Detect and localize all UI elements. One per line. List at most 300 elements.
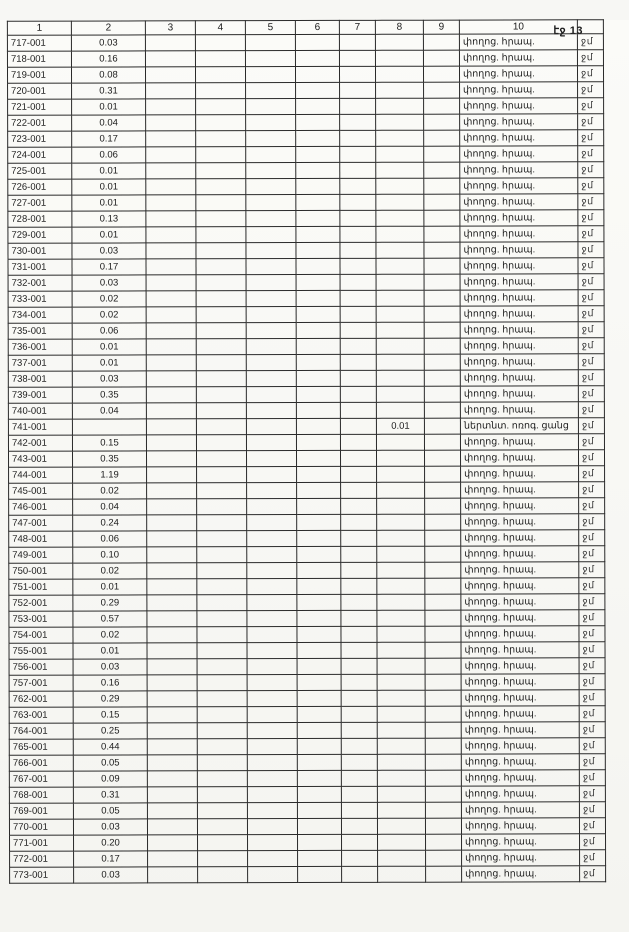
cell-col10: փողոց. հրապ. — [461, 626, 579, 642]
cell-col2: 0.17 — [72, 131, 146, 147]
cell-col2: 0.03 — [72, 371, 146, 387]
cell-col2: 0.16 — [71, 51, 145, 67]
cell-col3 — [146, 131, 196, 147]
cell-col2: 0.01 — [72, 179, 146, 195]
cell-col9 — [426, 834, 462, 850]
cell-col5 — [247, 723, 297, 739]
cell-col10: փողոց. հրապ. — [461, 658, 579, 674]
table-row — [8, 146, 604, 164]
cell-col8 — [377, 706, 425, 722]
cell-col10: փողոց. հրապ. — [461, 642, 579, 658]
cell-col8 — [376, 226, 424, 242]
cell-col4 — [197, 499, 247, 515]
cell-col3 — [147, 739, 197, 755]
cell-col9 — [425, 482, 461, 498]
margin-note: ջմ — [579, 498, 605, 514]
cell-col9 — [425, 466, 461, 482]
cell-col2: 0.02 — [73, 563, 147, 579]
cell-col4 — [196, 83, 246, 99]
cell-col7 — [342, 850, 378, 866]
cell-col9 — [425, 658, 461, 674]
cell-col1: 739-001 — [8, 387, 72, 403]
cell-col4 — [197, 739, 247, 755]
column-header-7: 7 — [339, 20, 375, 34]
cell-col10: փողոց. հրապ. — [459, 34, 577, 50]
cell-col5 — [245, 51, 295, 67]
table-row — [8, 82, 604, 100]
cell-col6 — [296, 402, 340, 418]
cell-col8 — [376, 98, 424, 114]
cell-col5 — [247, 563, 297, 579]
margin-note: ջմ — [578, 178, 604, 194]
table-row — [9, 786, 605, 804]
cell-col6 — [296, 226, 340, 242]
cell-col5 — [248, 835, 298, 851]
table-row — [9, 562, 605, 580]
cell-col6 — [297, 738, 341, 754]
margin-note: ջմ — [578, 306, 604, 322]
cell-col8 — [376, 210, 424, 226]
margin-note: ջմ — [579, 594, 605, 610]
cell-col5 — [246, 195, 296, 211]
cell-col9 — [424, 178, 460, 194]
cell-col1: 723-001 — [8, 131, 72, 147]
cell-col1: 773-001 — [10, 867, 74, 883]
cell-col3 — [145, 51, 195, 67]
margin-note: ջմ — [578, 162, 604, 178]
table-row — [9, 738, 605, 756]
cell-col5 — [247, 595, 297, 611]
cell-col9 — [425, 626, 461, 642]
cell-col4 — [197, 803, 247, 819]
table-row — [9, 722, 605, 740]
cell-col3 — [147, 659, 197, 675]
cell-col9 — [425, 786, 461, 802]
cell-col7 — [341, 642, 377, 658]
cell-col7 — [340, 274, 376, 290]
cell-col1: 738-001 — [8, 371, 72, 387]
cell-col1: 726-001 — [8, 179, 72, 195]
cell-col6 — [296, 130, 340, 146]
cell-col3 — [147, 675, 197, 691]
table-row — [9, 578, 605, 596]
cell-col8 — [376, 178, 424, 194]
cell-col4 — [197, 787, 247, 803]
table-row — [9, 546, 605, 564]
cell-col8 — [376, 130, 424, 146]
table-row — [9, 594, 605, 612]
cell-col1: 764-001 — [9, 723, 73, 739]
cell-col2: 0.05 — [73, 755, 147, 771]
cell-col2: 0.20 — [74, 835, 148, 851]
cell-col8 — [377, 754, 425, 770]
cell-col3 — [146, 147, 196, 163]
column-header-6: 6 — [295, 20, 339, 34]
margin-note: ջմ — [579, 546, 605, 562]
cell-col4 — [196, 371, 246, 387]
cell-col5 — [247, 739, 297, 755]
margin-note: ջմ — [578, 402, 604, 418]
cell-col7 — [340, 450, 376, 466]
cell-col1: 718-001 — [7, 51, 71, 67]
cell-col1: 767-001 — [9, 771, 73, 787]
cell-col5 — [247, 643, 297, 659]
cell-col9 — [424, 418, 460, 434]
cell-col1: 744-001 — [9, 467, 73, 483]
table-row — [9, 658, 605, 676]
cell-col4 — [197, 691, 247, 707]
cell-col3 — [146, 275, 196, 291]
cell-col4 — [197, 819, 247, 835]
table-row — [9, 498, 605, 516]
cell-col9 — [424, 194, 460, 210]
cell-col4 — [196, 131, 246, 147]
cell-col6 — [295, 50, 339, 66]
cell-col3 — [146, 195, 196, 211]
cell-col9 — [424, 402, 460, 418]
margin-note: ջմ — [578, 354, 604, 370]
cell-col3 — [147, 579, 197, 595]
cell-col8 — [378, 866, 426, 882]
cell-col9 — [424, 226, 460, 242]
column-header-1: 1 — [7, 21, 71, 35]
cell-col9 — [424, 338, 460, 354]
scanned-page — [0, 20, 629, 932]
cell-col3 — [146, 419, 196, 435]
cell-col1: 747-001 — [9, 515, 73, 531]
cell-col8 — [376, 258, 424, 274]
cell-col10: փողոց. հրապ. — [461, 498, 579, 514]
cell-col7 — [340, 98, 376, 114]
cell-col9 — [425, 738, 461, 754]
cell-col10: փողոց. հրապ. — [460, 210, 578, 226]
cell-col5 — [248, 851, 298, 867]
cell-col4 — [197, 707, 247, 723]
cell-col6 — [296, 338, 340, 354]
margin-note: ջմ — [578, 338, 604, 354]
cell-col1: 734-001 — [8, 307, 72, 323]
table-row — [8, 130, 604, 148]
cell-col2: 0.03 — [72, 243, 146, 259]
cell-col1: 725-001 — [8, 163, 72, 179]
cell-col6 — [297, 562, 341, 578]
table-row — [9, 626, 605, 644]
cell-col5 — [247, 675, 297, 691]
cell-col6 — [296, 274, 340, 290]
cell-col4 — [197, 675, 247, 691]
cell-col9 — [424, 162, 460, 178]
cell-col3 — [147, 627, 197, 643]
cell-col3 — [146, 323, 196, 339]
cell-col2: 0.35 — [72, 451, 146, 467]
cell-col6 — [297, 482, 341, 498]
cell-col8 — [377, 674, 425, 690]
cell-col8 — [377, 498, 425, 514]
cell-col1: 772-001 — [10, 851, 74, 867]
cell-col3 — [146, 307, 196, 323]
cell-col4 — [197, 563, 247, 579]
cell-col2: 0.17 — [74, 851, 148, 867]
cell-col6 — [296, 194, 340, 210]
cell-col10: ներտնտ. ոռոգ. ցանց — [460, 418, 578, 434]
cell-col1: 730-001 — [8, 243, 72, 259]
cell-col6 — [296, 322, 340, 338]
cell-col8 — [376, 242, 424, 258]
cell-col6 — [297, 626, 341, 642]
cell-col5 — [246, 163, 296, 179]
cell-col7 — [340, 194, 376, 210]
cell-col3 — [146, 83, 196, 99]
cell-col5 — [246, 275, 296, 291]
margin-note: ջմ — [579, 514, 605, 530]
margin-note: ջմ — [579, 466, 605, 482]
cell-col1: 722-001 — [8, 115, 72, 131]
cell-col8 — [378, 834, 426, 850]
cell-col4 — [198, 867, 248, 883]
cell-col6 — [296, 370, 340, 386]
cell-col10: փողոց. հրապ. — [460, 354, 578, 370]
cell-col1: 743-001 — [8, 451, 72, 467]
cell-col4 — [197, 771, 247, 787]
column-header-8: 8 — [375, 20, 423, 34]
cell-col7 — [341, 738, 377, 754]
margin-note: ջմ — [578, 274, 604, 290]
cell-col10: փողոց. հրապ. — [461, 610, 579, 626]
cell-col9 — [424, 114, 460, 130]
cell-col10: փողոց. հրապ. — [461, 786, 579, 802]
cell-col9 — [424, 306, 460, 322]
margin-note: ջմ — [578, 114, 604, 130]
cell-col3 — [145, 35, 195, 51]
table-row — [9, 706, 605, 724]
cell-col10: փողոց. հրապ. — [460, 370, 578, 386]
cell-col8 — [376, 114, 424, 130]
cell-col6 — [297, 754, 341, 770]
cell-col2: 0.31 — [73, 787, 147, 803]
cell-col3 — [147, 819, 197, 835]
cell-col10: փողոց. հրապ. — [460, 402, 578, 418]
margin-note: ջմ — [580, 834, 606, 850]
cell-col10: փողոց. հրապ. — [462, 850, 580, 866]
cell-col10: փողոց. հրապ. — [461, 802, 579, 818]
cell-col8 — [377, 514, 425, 530]
cell-col9 — [424, 386, 460, 402]
cell-col10: փողոց. հրապ. — [460, 434, 578, 450]
cell-col9 — [424, 450, 460, 466]
cell-col10: փողոց. հրապ. — [461, 738, 579, 754]
cell-col2: 0.02 — [73, 483, 147, 499]
cell-col6 — [297, 514, 341, 530]
cell-col6 — [297, 690, 341, 706]
cell-col8 — [377, 770, 425, 786]
table-row — [8, 274, 604, 292]
cell-col9 — [425, 722, 461, 738]
cell-col5 — [246, 99, 296, 115]
cell-col3 — [147, 595, 197, 611]
cell-col5 — [247, 483, 297, 499]
cell-col3 — [147, 755, 197, 771]
table-row — [8, 290, 604, 308]
cell-col4 — [196, 227, 246, 243]
cell-col3 — [147, 771, 197, 787]
cell-col6 — [297, 658, 341, 674]
table-row — [9, 770, 605, 788]
cell-col3 — [147, 803, 197, 819]
cell-col2: 0.31 — [72, 83, 146, 99]
cell-col8 — [376, 386, 424, 402]
cell-col5 — [245, 67, 295, 83]
cell-col4 — [197, 755, 247, 771]
table-row — [9, 754, 605, 772]
cell-col6 — [297, 818, 341, 834]
cell-col6 — [297, 786, 341, 802]
cell-col8 — [377, 802, 425, 818]
cell-col7 — [341, 818, 377, 834]
cell-col10: փողոց. հրապ. — [462, 834, 580, 850]
cell-col9 — [426, 866, 462, 882]
cell-col4 — [196, 275, 246, 291]
cell-col1: 724-001 — [8, 147, 72, 163]
cell-col7 — [341, 530, 377, 546]
table-row — [8, 306, 604, 324]
margin-note: ջմ — [578, 226, 604, 242]
cell-col5 — [246, 291, 296, 307]
cell-col5 — [246, 371, 296, 387]
cell-col4 — [197, 467, 247, 483]
column-header-2: 2 — [71, 21, 145, 35]
cell-col9 — [424, 274, 460, 290]
cell-col1: 732-001 — [8, 275, 72, 291]
cell-col6 — [296, 354, 340, 370]
cell-col5 — [247, 659, 297, 675]
cell-col9 — [425, 674, 461, 690]
cell-col5 — [247, 819, 297, 835]
cell-col6 — [295, 34, 339, 50]
cell-col1: 751-001 — [9, 579, 73, 595]
cell-col4 — [196, 387, 246, 403]
cell-col8 — [376, 146, 424, 162]
cell-col5 — [246, 83, 296, 99]
cell-col3 — [147, 467, 197, 483]
cell-col2: 0.01 — [73, 643, 147, 659]
cell-col5 — [246, 403, 296, 419]
table-row — [9, 530, 605, 548]
cell-col3 — [146, 355, 196, 371]
table-row — [9, 818, 605, 836]
cell-col2: 0.01 — [72, 339, 146, 355]
cell-col5 — [246, 307, 296, 323]
table-row — [8, 226, 604, 244]
cell-col3 — [146, 179, 196, 195]
cell-col8 — [377, 562, 425, 578]
cell-col5 — [247, 707, 297, 723]
cell-col8 — [376, 402, 424, 418]
margin-note: ջմ — [579, 482, 605, 498]
cell-col6 — [297, 802, 341, 818]
cell-col7 — [339, 34, 375, 50]
cell-col1: 757-001 — [9, 675, 73, 691]
cell-col10: փողոց. հրապ. — [461, 594, 579, 610]
cell-col7 — [341, 674, 377, 690]
cell-col4 — [196, 435, 246, 451]
cell-col10: փողոց. հրապ. — [460, 306, 578, 322]
cell-col9 — [424, 354, 460, 370]
cell-col9 — [425, 578, 461, 594]
cell-col3 — [147, 787, 197, 803]
cell-col4 — [196, 323, 246, 339]
table-row — [9, 690, 605, 708]
margin-note: ջմ — [579, 690, 605, 706]
cell-col4 — [196, 307, 246, 323]
cell-col4 — [196, 291, 246, 307]
cell-col3 — [147, 643, 197, 659]
cell-col7 — [341, 786, 377, 802]
cell-col4 — [197, 515, 247, 531]
margin-note: ջմ — [578, 290, 604, 306]
table-row — [8, 194, 604, 212]
cell-col5 — [245, 35, 295, 51]
cell-col5 — [247, 771, 297, 787]
cell-col7 — [341, 690, 377, 706]
cell-col1: 765-001 — [9, 739, 73, 755]
cell-col6 — [297, 466, 341, 482]
cell-col3 — [147, 515, 197, 531]
cell-col4 — [196, 179, 246, 195]
cell-col7 — [340, 114, 376, 130]
cell-col8 — [377, 466, 425, 482]
cell-col4 — [196, 211, 246, 227]
cell-col7 — [341, 610, 377, 626]
cell-col4 — [197, 611, 247, 627]
cell-col2: 0.25 — [73, 723, 147, 739]
cell-col9 — [425, 642, 461, 658]
cell-col1: 745-001 — [9, 483, 73, 499]
cell-col3 — [148, 867, 198, 883]
cell-col6 — [298, 834, 342, 850]
cell-col10: փողոց. հրապ. — [459, 50, 577, 66]
cell-col5 — [247, 579, 297, 595]
cell-col10: փողոց. հրապ. — [460, 450, 578, 466]
margin-note: ջմ — [578, 418, 604, 434]
margin-note: ջմ — [579, 802, 605, 818]
cell-col8 — [376, 194, 424, 210]
cell-col4 — [196, 195, 246, 211]
cell-col3 — [145, 67, 195, 83]
cell-col5 — [247, 515, 297, 531]
cell-col5 — [246, 419, 296, 435]
cell-col2: 0.02 — [72, 291, 146, 307]
cell-col6 — [297, 642, 341, 658]
cell-col5 — [248, 867, 298, 883]
cell-col7 — [341, 562, 377, 578]
cell-col10: փողոց. հրապ. — [460, 242, 578, 258]
cell-col6 — [298, 866, 342, 882]
cell-col5 — [246, 243, 296, 259]
column-header-4: 4 — [195, 21, 245, 35]
cell-col8 — [377, 690, 425, 706]
margin-note: ջմ — [580, 850, 606, 866]
cell-col5 — [247, 755, 297, 771]
cell-col7 — [340, 226, 376, 242]
cell-col2: 0.29 — [73, 691, 147, 707]
cell-col7 — [342, 834, 378, 850]
cell-col5 — [247, 547, 297, 563]
cell-col7 — [341, 802, 377, 818]
cell-col4 — [197, 595, 247, 611]
cell-col10: փողոց. հրապ. — [460, 338, 578, 354]
margin-note: ջմ — [577, 50, 603, 66]
cell-col2: 0.24 — [73, 515, 147, 531]
